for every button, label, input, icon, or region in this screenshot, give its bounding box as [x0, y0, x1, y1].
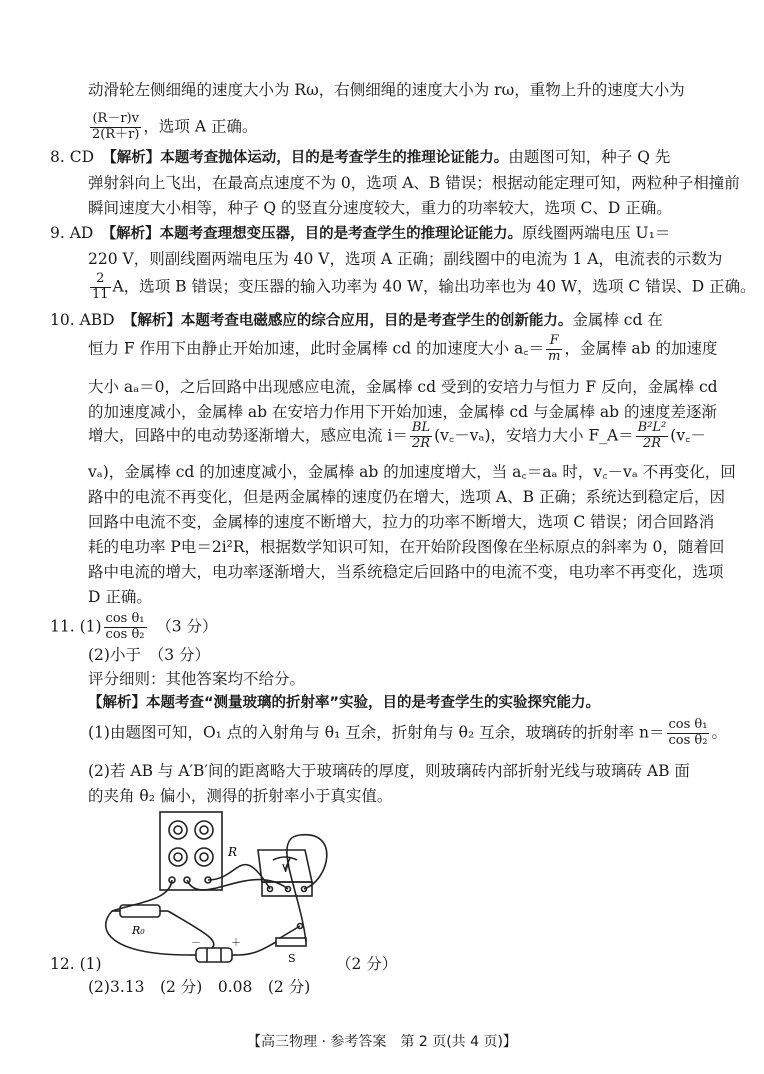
q11-explain1: (1)由题图可知，O₁ 点的入射角与 θ₁ 互余，折射角与 θ₂ 互余，玻璃砖的折射率 n＝ $\frac{\text{cos θ₁}}{\text{cos θ₂}}$ 。: [88, 717, 727, 748]
q12-answer1: [50, 957, 102, 973]
q12-answer2: (2)3.13 (2 分) 0.08 (2 分): [88, 978, 311, 996]
q12-number: 12. (1): [50, 955, 102, 973]
q10-line9: 耗的电功率 P电＝2i²R，根据数学知识可知，在开始阶段图像在坐标原点的斜率为 0，随着回: [88, 538, 725, 556]
q11-explain3: 的夹角 θ₂ 偏小，测得的折射率小于真实值。: [88, 787, 393, 805]
q11-explain2: (2)若 AB 与 A′B′间的距离略大于玻璃砖的厚度，则玻璃砖内部折射光线与玻璃砖 AB 面: [88, 762, 690, 780]
q10-line1: 10. ABD 【解析】本题考查电磁感应的综合应用，目的是考查学生的创新能力。金属棒 cd 在: [50, 311, 663, 329]
q9-line3: $\frac{2}{11}$ A，选项 B 错误；变压器的输入功率为 40 W，输出功率也为 40 W，选项 C 错误、D 正确。: [92, 271, 756, 302]
q11-rule: 评分细则：其他答案均不给分。: [88, 670, 306, 688]
q8-number: 8. CD: [50, 148, 95, 166]
fraction: $\frac{\text{cos θ₁}}{\text{cos θ₂}}$: [105, 611, 145, 642]
q10-line4: 的加速度减小，金属棒 ab 在安培力作用下开始加速，金属棒 cd 与金属棒 ab 的速度差逐渐: [88, 403, 717, 421]
q10-line2: 恒力 F 作用下由静止开始加速，此时金属棒 cd 的加速度大小 a꜀＝ $\frac{F}{m}$ ，金属棒 ab 的加速度: [88, 333, 718, 364]
q11-answer2: (2)小于 （3 分）: [88, 646, 210, 664]
q10-line6: vₐ)，金属棒 cd 的加速度减小，金属棒 ab 的加速度增大，当 a꜀＝aₐ 时，v꜀－vₐ 不再变化，回: [88, 463, 736, 481]
q10-line5: 增大，回路中的电动势逐渐增大，感应电流 i＝ $\frac{BL}{2R}$ (v꜀－vₐ)，安培力大小 F_A＝ $\frac{\text{B²L²}}{2R}$ (v꜀－: [88, 420, 706, 451]
q8-line2: 弹射斜向上飞出，在最高点速度不为 0，选项 A、B 错误；根据动能定理可知，两粒种子相撞前: [88, 174, 740, 192]
q12-score1: （2 分）: [336, 955, 398, 973]
label-S: S: [288, 952, 296, 965]
q11-answer1: 11. (1) $\frac{\text{cos θ₁}}{\text{cos θ₂}}$ （3 分）: [50, 611, 218, 642]
label-R0: R₀: [132, 924, 145, 937]
q9-line1: 9. AD 【解析】本题考查理想变压器，目的是考查学生的推理论证能力。原线圈两端电压 U₁＝: [50, 224, 671, 242]
q10-line11: D 正确。: [88, 588, 152, 606]
resistance-box-dials: [169, 821, 213, 866]
q11-number: 11. (1): [50, 617, 102, 636]
q9-line2: 220 V，则副线圈两端电压为 40 V，选项 A 正确；副线圈中的电流为 1 A，电流表的示数为: [88, 250, 723, 268]
q9-number: 9. AD: [50, 224, 94, 242]
fraction: $\frac{BL}{2R}$: [411, 420, 431, 451]
q9-analysis-tag: 【解析】本题考查理想变压器，目的是考查学生的推理论证能力。: [108, 226, 523, 242]
q10-line8: 回路中电流不变，金属棒的速度不断增大，拉力的功率不断增大，选项 C 错误；闭合回路消: [88, 513, 715, 531]
protective-resistor: [112, 905, 168, 917]
label-R: R: [228, 845, 238, 859]
fraction: $\frac{(R-r)v}{2(R+r)}$: [92, 111, 140, 142]
label-minus: －: [191, 938, 201, 949]
p1-line1: 动滑轮左侧细绳的速度大小为 Rω，右侧细绳的速度大小为 rω，重物上升的速度大小为: [88, 81, 685, 99]
wire: [238, 942, 276, 955]
fraction: $\frac{F}{m}$: [548, 333, 561, 364]
q10-analysis-tag: 【解析】本题考查电磁感应的综合应用，目的是考查学生的创新能力。: [130, 313, 573, 329]
fraction: $\frac{\text{cos θ₁}}{\text{cos θ₂}}$: [668, 717, 708, 748]
q8-line3: 瞬间速度大小相等，种子 Q 的竖直分速度较大，重力的功率较大，选项 C、D 正确。: [88, 199, 672, 217]
q10-line7: 路中的电流不再变化，但是两金属棒的速度仍在增大，选项 A、B 正确；系统达到稳定后，因: [88, 488, 725, 506]
battery: [190, 948, 238, 962]
fraction: $\frac{2}{11}$: [92, 271, 109, 302]
p1-line2: $\frac{(R-r)v}{2(R+r)}$ ，选项 A 正确。: [92, 111, 258, 142]
q11-analysis-tag: 【解析】本题考查“测量玻璃的折射率”实验，目的是考查学生的实验探究能力。: [88, 695, 601, 711]
q10-line3: 大小 aₐ＝0，之后回路中出现感应电流，金属棒 cd 受到的安培力与恒力 F 反向，金属棒 cd: [88, 378, 718, 396]
page-footer: 【高三物理 · 参考答案 第 2 页(共 4 页)】: [247, 1034, 517, 1050]
q10-line10: 路中电流的增大，电功率逐渐增大，当系统稳定后回路中的电流不变，电功率不再变化，选项: [88, 563, 724, 581]
label-plus: ＋: [231, 938, 241, 949]
q10-number: 10. ABD: [50, 311, 115, 329]
q8-line1: 8. CD 【解析】本题考查抛体运动，目的是考查学生的推理论证能力。由题图可知，种子 Q 先: [50, 148, 671, 166]
switch: [276, 924, 306, 947]
label-V: V: [282, 864, 290, 875]
fraction: $\frac{\text{B²L²}}{2R}$: [637, 420, 667, 451]
q8-analysis-tag: 【解析】本题考查抛体运动，目的是考查学生的推理论证能力。: [109, 150, 509, 166]
